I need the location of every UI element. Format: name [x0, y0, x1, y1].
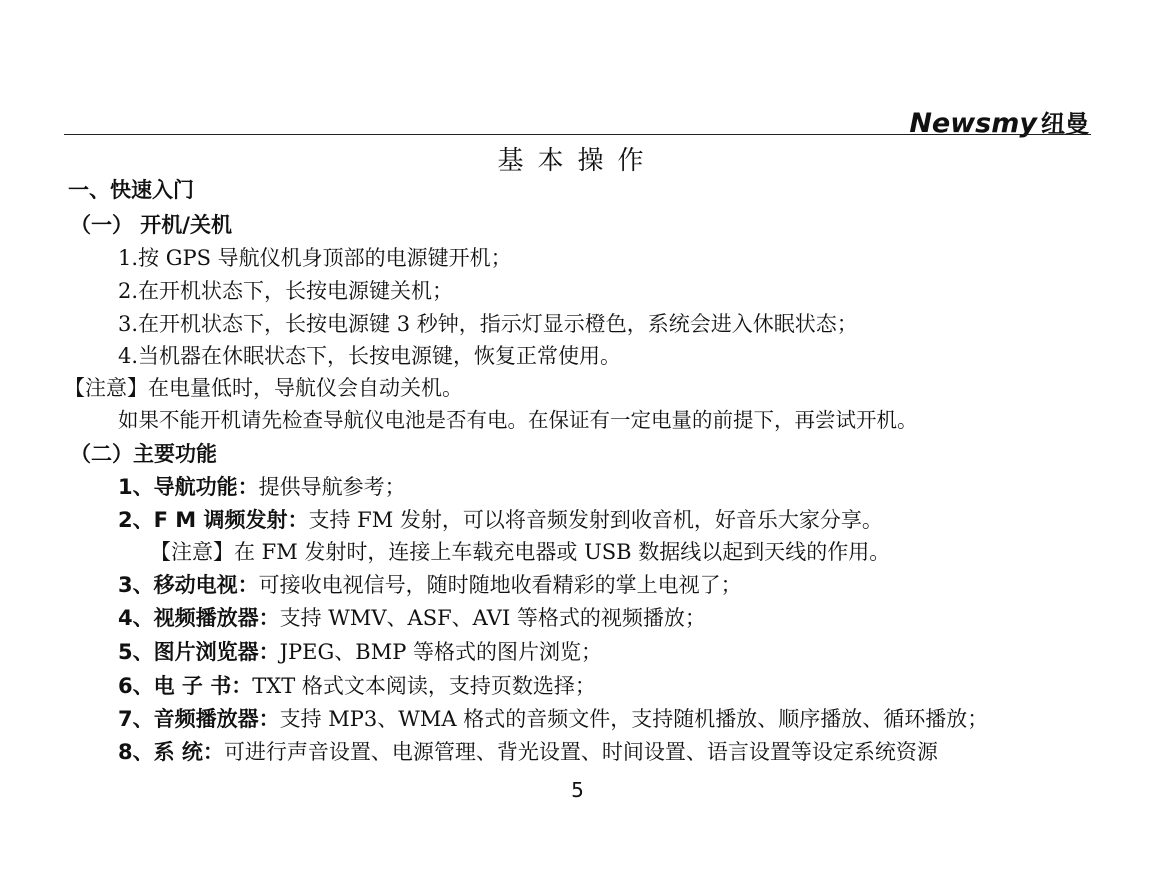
feature-item [118, 642, 602, 663]
feature-item [118, 676, 596, 697]
feature-text: TXT 格式文本阅读，支持页数选择； [252, 674, 596, 698]
subsection-heading-power: （一） 开机/关机 [70, 213, 232, 237]
brand-name-en: Newsmy [909, 108, 1037, 139]
feature-label: 5、图片浏览器： [118, 640, 280, 664]
feature-label: 6、电 子 书： [118, 674, 253, 698]
feature-item [118, 575, 742, 596]
feature-label: 7、音频播放器： [118, 707, 280, 731]
power-step-1: 1.按 GPS 导航仪机身顶部的电源键开机； [118, 246, 512, 270]
feature-label: 2、F M 调频发射： [118, 508, 309, 532]
feature-text: 可进行声音设置、电源管理、背光设置、时间设置、语言设置等设定系统资源 [223, 740, 938, 764]
feature-note [150, 542, 890, 563]
feature-label: 3、移动电视： [118, 573, 259, 597]
power-step-2: 2.在开机状态下，长按电源键关机； [118, 279, 454, 303]
feature-item [118, 608, 706, 629]
feature-text: 可接收电视信号，随时随地收看精彩的掌上电视了； [258, 573, 742, 597]
power-note-detail: 如果不能开机请先检查导航仪电池是否有电。在保证有一定电量的前提下，再尝试开机。 [118, 408, 918, 432]
page-title: 基本操作 [497, 146, 658, 176]
feature-text: 支持 WMV、ASF、AVI 等格式的视频播放； [279, 606, 706, 630]
feature-note-text: 【注意】在 FM 发射时，连接上车载充电器或 USB 数据线以起到天线的作用。 [150, 540, 891, 564]
feature-label: 1、导航功能： [118, 475, 259, 499]
section-heading: 一、快速入门 [68, 178, 194, 202]
power-note: 【注意】在电量低时，导航仪会自动关机。 [64, 376, 463, 400]
feature-text: 支持 MP3、WMA 格式的音频文件，支持随机播放、顺序播放、循环播放； [279, 707, 989, 731]
subsection-heading-features: （二）主要功能 [70, 442, 217, 466]
feature-label: 8、系 统： [118, 740, 224, 764]
power-step-4: 4.当机器在休眠状态下，长按电源键，恢复正常使用。 [118, 344, 622, 368]
feature-item [118, 477, 406, 498]
feature-item [118, 709, 988, 730]
feature-item [118, 510, 883, 531]
feature-text: 提供导航参考； [258, 475, 406, 499]
page-number: 5 [571, 778, 584, 802]
feature-label: 4、视频播放器： [118, 606, 280, 630]
brand-name-cn: 纽曼 [1041, 110, 1089, 138]
feature-item [118, 742, 938, 763]
feature-text: JPEG、BMP 等格式的图片浏览； [279, 640, 603, 664]
feature-text: 支持 FM 发射，可以将音频发射到收音机，好音乐大家分享。 [308, 508, 883, 532]
power-step-3: 3.在开机状态下，长按电源键 3 秒钟，指示灯显示橙色，系统会进入休眠状态； [118, 312, 858, 336]
header-rule [64, 134, 1091, 135]
